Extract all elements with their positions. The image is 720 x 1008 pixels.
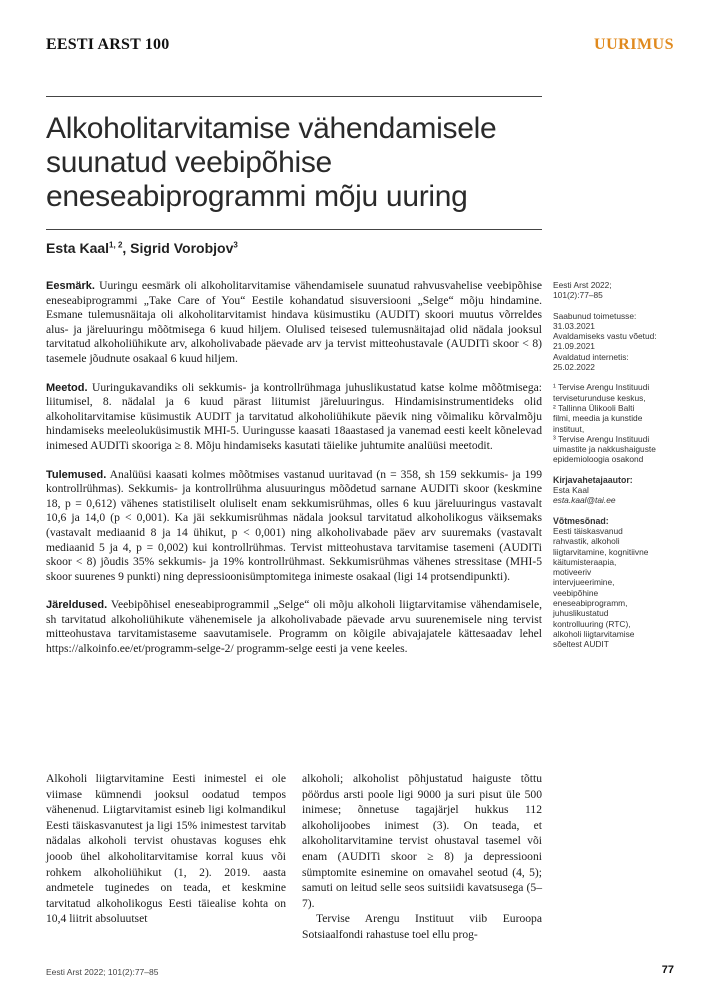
title-line: eneseabiprogrammi mõju uuring	[46, 180, 468, 213]
body-column-right	[302, 771, 542, 943]
keyword-line: rahvastik, alkoholi	[553, 536, 620, 547]
sidebar-correspondence	[553, 475, 681, 506]
body-paragraph: Alkoholi liigtarvitamine Eesti inimestel ei ole viimase kümnendi jooksul oodatud tempos vähenenud. Liigtarvitamist esineb ligi kolmandikul Eesti täiskasvanutest ja ligi 15% inimestest tarvitab nädalas alkoholi tervist ohustavas koguses ehk jooob ühel alkoholitarvitamise korral kuus või rohkem alkoholiühikut (1, 2). 2019. aasta andmetele tuginedes on teada, et keskmine tarvitatud alkoholikogus Eesti täiealise kohta on 10,4 liitrit absoluutset	[46, 772, 286, 926]
section-label: UURIMUS	[594, 36, 674, 53]
author-affiliation: 3	[233, 240, 238, 250]
sidebar-keywords	[553, 516, 681, 650]
keyword-line: motiveeriv	[553, 567, 592, 578]
correspondence-name: Esta Kaal	[553, 485, 589, 496]
sidebar-line: 31.03.2021	[553, 320, 595, 331]
title-line: Alkoholitarvitamise vähendamisele	[46, 112, 497, 145]
keyword-line: alkoholi liigtarvitamise	[553, 628, 635, 639]
keyword-line: eneseabiprogramm,	[553, 598, 628, 609]
abstract-conclusions-label: Järeldused.	[46, 599, 108, 612]
article-sidebar	[553, 280, 681, 660]
abstract-results	[46, 468, 542, 585]
author-affiliation: 1, 2	[109, 240, 123, 250]
author-separator: ,	[122, 240, 131, 256]
sidebar-line: terviseturunduse keskus,	[553, 392, 646, 403]
abstract-results-text: Analüüsi kaasati kolmes mõõtmises vastanud uuritavad (n = 358, sh 159 sekkumis- ja 199 kontrollrühmas). Sekkumis- ja kontrollrühma alusuuringus mõõdetud sarnane AUDITi skoor (keskmine 18, p = 0,612) vähenes statistiliselt oluliselt enam sekkumisrühmas, olles 6 kuu järeluuringus vastavalt 10,6 ja 14,0 (p < 0,001). Ka jäi sekkumisrühmas nädala jooksul tarvitatud alkoholikogus väiksemaks (vastavalt mediaanid 8 ja 14 ühikut, p < 0,001) ning alkoholivabade päev arv suuremaks (vastavalt mediaanid 5 ja 4, p = 0,002) kui kontrollrühmas. Tervist mitteohustava tarvitamise tasemeni (AUDITi skoor < 8) jõudis 35% sekkumis- ja 19% kontrollrühmast. Sekkumisrühmas vähenes stressitase (MHI-5 skoor suurenes 9 punkti) ning depressioonisümptomitega inimeste osakaal (ligi 14 protsendipunkti).	[46, 467, 542, 583]
sidebar-line: 25.02.2022	[553, 362, 595, 373]
abstract-aim-text: Uuringu eesmärk oli alkoholitarvitamise vähendamisele suunatud rahvusvahelise veebipõhise eneseabiprogrammi „Take Care of You“ Eestile kohandatud sisuversiooni „Selge“ mõju hindamine. Esmane tulemusnäitaja oli alkoholitarvitamist hindava küsimustiku (AUDIT) skoori muutus võrreldes alus- ja järeluuringu mõõtmisega 6 kuud hiljem. Olulised teisesed tulemusnäitajad olid nädala jooksul tarvitatud alkoholiühikute arv, alkoholivabade päevade arv ja tervist mitteohustavale (AUDITi skoor < 8) tasemele jõudnute osakaal 6 kuud hiljem.	[46, 279, 543, 365]
page-number: 77	[661, 964, 674, 976]
keyword-line: käitumisteraapia,	[553, 556, 617, 567]
abstract-results-label: Tulemused.	[46, 468, 107, 481]
keyword-line: veebipõhine	[553, 587, 599, 598]
body-paragraph: alkoholi; alkoholist põhjustatud haiguste tõttu pöördus arsti poole ligi 9000 ja suri pisut üle 500 inimese; õnnetuse tagajärjel hukkus 112 alkoholijoobes inimest (3). On teada, et alkoholitarvitamine tervist ohustaval tasemel või enam (AUDITi skoor ≥ 8) ja depressiooni sümptomite esinemine on omavahel seotud (4, 5); samuti on leitud selle seos suitsiidi kavatsusega (5–7).	[302, 772, 542, 910]
sidebar-line: Saabunud toimetusse:	[553, 310, 637, 321]
abstract-conclusions	[46, 598, 542, 656]
keyword-line: intervjueerimine,	[553, 577, 615, 588]
abstract-aim	[46, 279, 542, 367]
sidebar-line: Avaldatud internetis:	[553, 351, 629, 362]
top-divider	[46, 96, 542, 97]
sidebar-dates	[553, 311, 681, 373]
sidebar-line: uimastite ja nakkushaiguste	[553, 444, 656, 455]
sidebar-citation	[553, 280, 681, 301]
sidebar-line: epidemioloogia osakond	[553, 454, 644, 465]
sidebar-line: Avaldamiseks vastu võetud:	[553, 331, 657, 342]
author-name: Sigrid Vorobjov	[130, 240, 234, 256]
keyword-line: Eesti täiskasvanud	[553, 525, 623, 536]
sidebar-line: ² Tallinna Ülikooli Balti	[553, 402, 635, 413]
abstract-methods-label: Meetod.	[46, 381, 88, 394]
sidebar-affiliations	[553, 382, 681, 464]
abstract	[46, 279, 542, 671]
keyword-line: liigtarvitamine, kognitiivne	[553, 546, 649, 557]
correspondence-email[interactable]: esta.kaal@tai.ee	[553, 495, 616, 506]
keyword-line: juhuslikustatud	[553, 608, 609, 619]
title-line: suunatud veebipõhise	[46, 146, 332, 179]
title-divider	[46, 229, 542, 230]
body-paragraph: Tervise Arengu Instituut viib Euroopa Sotsiaalfondi rahastuse toel ellu prog-	[302, 912, 542, 941]
abstract-aim-label: Eesmärk.	[46, 280, 95, 292]
article-title	[46, 112, 546, 214]
keywords-label: Võtmesõnad:	[553, 515, 609, 526]
body-column-left	[46, 771, 286, 927]
author-name: Esta Kaal	[46, 240, 110, 256]
keyword-line: sõeltest AUDIT	[553, 639, 609, 650]
abstract-methods	[46, 381, 542, 454]
journal-header: EESTI ARST 100	[46, 36, 170, 53]
author-list	[46, 240, 238, 256]
abstract-conclusions-text: Veebipõhisel eneseabiprogrammil „Selge“ oli mõju alkoholi liigtarvitamise vähendamisele, sh tarvitatud alkoholiühikute vähenemisele ja alkoholivabade päevade arvu suurenemisele ning tervist mitteohustava tarvitamistaseme saavutamisele. Programm on kõigile abivajajatele kättesaadav lehel https://alkoinfo.ee/et/programm-selge-2/ programm-selge eesti ja vene keeles.	[46, 598, 542, 656]
keyword-line: kontrolluuring (RTC),	[553, 618, 631, 629]
sidebar-line: 101(2):77–85	[553, 290, 603, 301]
abstract-methods-text: Uuringukavandiks oli sekkumis- ja kontrollrühmaga juhuslikustatud katse kolme mõõtmisega: liitumisel, 8. nädalal ja 6 kuud pärast liitumist järeluuringus. Hindamisinstrumentideks olid alkoholitarvitamise küsimustik AUDIT ja tarvitatud alkoholiühikute päevik ning võimaliku kõrvalmõju hindamiseks meeleoluküsimustik MHI-5. Uuringusse kaasati 18aastased ja vanemad eesti keelt kõnelevad inimesed AUDITi skooriga ≥ 8. Mõju hindamiseks kasutati täielike juhtumite analüüsi meetodit.	[46, 380, 542, 452]
correspondence-label: Kirjavahetajaautor:	[553, 474, 633, 485]
sidebar-line: filmi, meedia ja kunstide	[553, 413, 643, 424]
footer-citation: Eesti Arst 2022; 101(2):77–85	[46, 967, 159, 977]
sidebar-line: 21.09.2021	[553, 341, 595, 352]
sidebar-line: instituut,	[553, 423, 585, 434]
sidebar-line: ¹ Tervise Arengu Instituudi	[553, 382, 650, 393]
sidebar-line: ³ Tervise Arengu Instituudi	[553, 433, 650, 444]
sidebar-line: Eesti Arst 2022;	[553, 280, 612, 290]
